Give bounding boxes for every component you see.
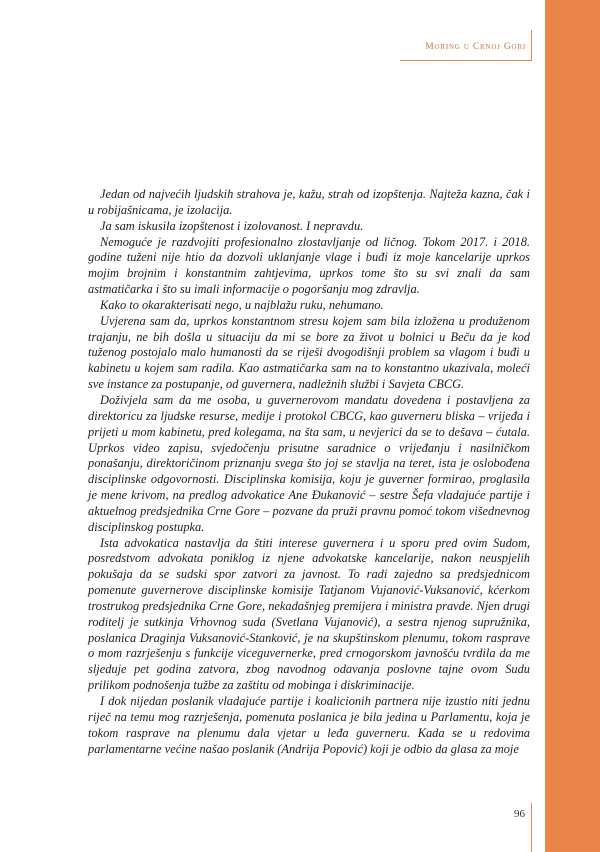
page-number: 96 [514,808,525,820]
paragraph: Nemoguće je razdvojiti profesionalno zlostavljanje od ličnog. Tokom 2017. i 2018. godine tuženi nije htio da dozvoli uklanjanje vlage i buđi iz moje kancelarije uprkos mojim brojnim i konstantnim zahtjevima, uprkos tome što su svi znali da sam astmatičarka i što su imali informacije o pogoršanju mog zdravlja. [88,234,530,297]
paragraph: Ja sam iskusila izopštenost i izolovanost. I nepravdu. [100,218,364,233]
orange-side-band [545,0,600,852]
running-title: Moring u Crnoj Gori [425,42,526,52]
paragraph: Ista advokatica nastavlja da štiti interese guvernera i u sporu pred ovim Sudom, posredstvom advokata poniklog iz njene advokatske kancelarije, nakon neuspjelih pokušaja da se sudski spor zatvori za javnost. To radi zajedno sa predsjednicom pomenute guvernerove disciplinske komisije Tatjanom Vujanović-Vuksanović, kćerkom trostrukog predsjednika Crne Gore, nekadašnjeg premijera i ministra pravde. Njen drugi roditelj je sutkinja Vrhovnog suda (Svetlana Vujanović), a sestra njenog supružnika, poslanica Draginja Vuksanović-Stanković, je na skupštinskom plenumu, tokom rasprave o mom razrješenju s funkcije viceguvernerke, pred crnogorskom javnošću tvrdila da me sljeduje pet godina zatvora, zbog navodnog odavanja poslovne tajne ovom Sudu prilikom podnošenja tužbe za zaštitu od mobinga i diskriminacije. [88,535,530,693]
paragraph: Doživjela sam da me osoba, u guvernerovom mandatu dovedena i postavljena za direktoricu za ljudske resurse, medije i protokol CBCG, kao guverneru bliska – vrijeđa i prijeti u mom kabinetu, pred kolegama, na šta sam, u nevjerici da se to dešava – ćutala. Uprkos video zapisu, svjedočenju prisutne saradnice o vrijeđanju i nasilničkom ponašanju, direktoričinom priznanju svega što joj se stavlja na teret, ista je oslobođena disciplinske odgovornosti. Disciplinska komisija, koju je guverner formirao, proglasila je mene krivom, na predlog advokatice Ane Đukanović – sestre Šefa vladajuće partije i aktuelnog predsjednika Crne Gore – pozvane da pruži pravnu pomoć tokom višednevnog disciplinskog postupka. [88,392,530,534]
body-text [88,187,530,757]
paragraph: Uvjerena sam da, uprkos konstantnom stresu kojem sam bila izložena u produženom trajanju, ne bih došla u situaciju da mi se bore za život u bolnici u Beču da je kod tuženog postojalo malo humanosti da se riješi dvogodišnji problem sa vlagom i buđi u kabinetu u kojem sam radila. Kao astmatičarka sam na to konstantno ukazivala, moleći sve instance za postupanje, od guvernera, nadležnih službi i Savjeta CBCG. [88,313,530,392]
paragraph: I dok nijedan poslanik vladajuće partije i koalicionih partnera nije izustio niti jednu riječ na temu mog razrješenja, pomenuta poslanica je bila jedina u Parlamentu, koja je tokom rasprave na plenumu dala vjetar u leđa guverneru. Kada se u redovima parlamentarne većine našao poslanik (Andrija Popović) koji je odbio da glasa za moje [88,694,530,756]
paragraph: Jedan od najvećih ljudskih strahova je, kažu, strah od izopštenja. Najteža kazna, čak i u robijašnicama, je izolacija. [88,187,530,217]
footer-rule-vertical [531,803,532,852]
paragraph: Kako to okarakterisati nego, u najblažu ruku, nehumano. [100,297,384,312]
header-rule-vertical [531,30,532,60]
header-rule-horizontal [400,60,532,61]
